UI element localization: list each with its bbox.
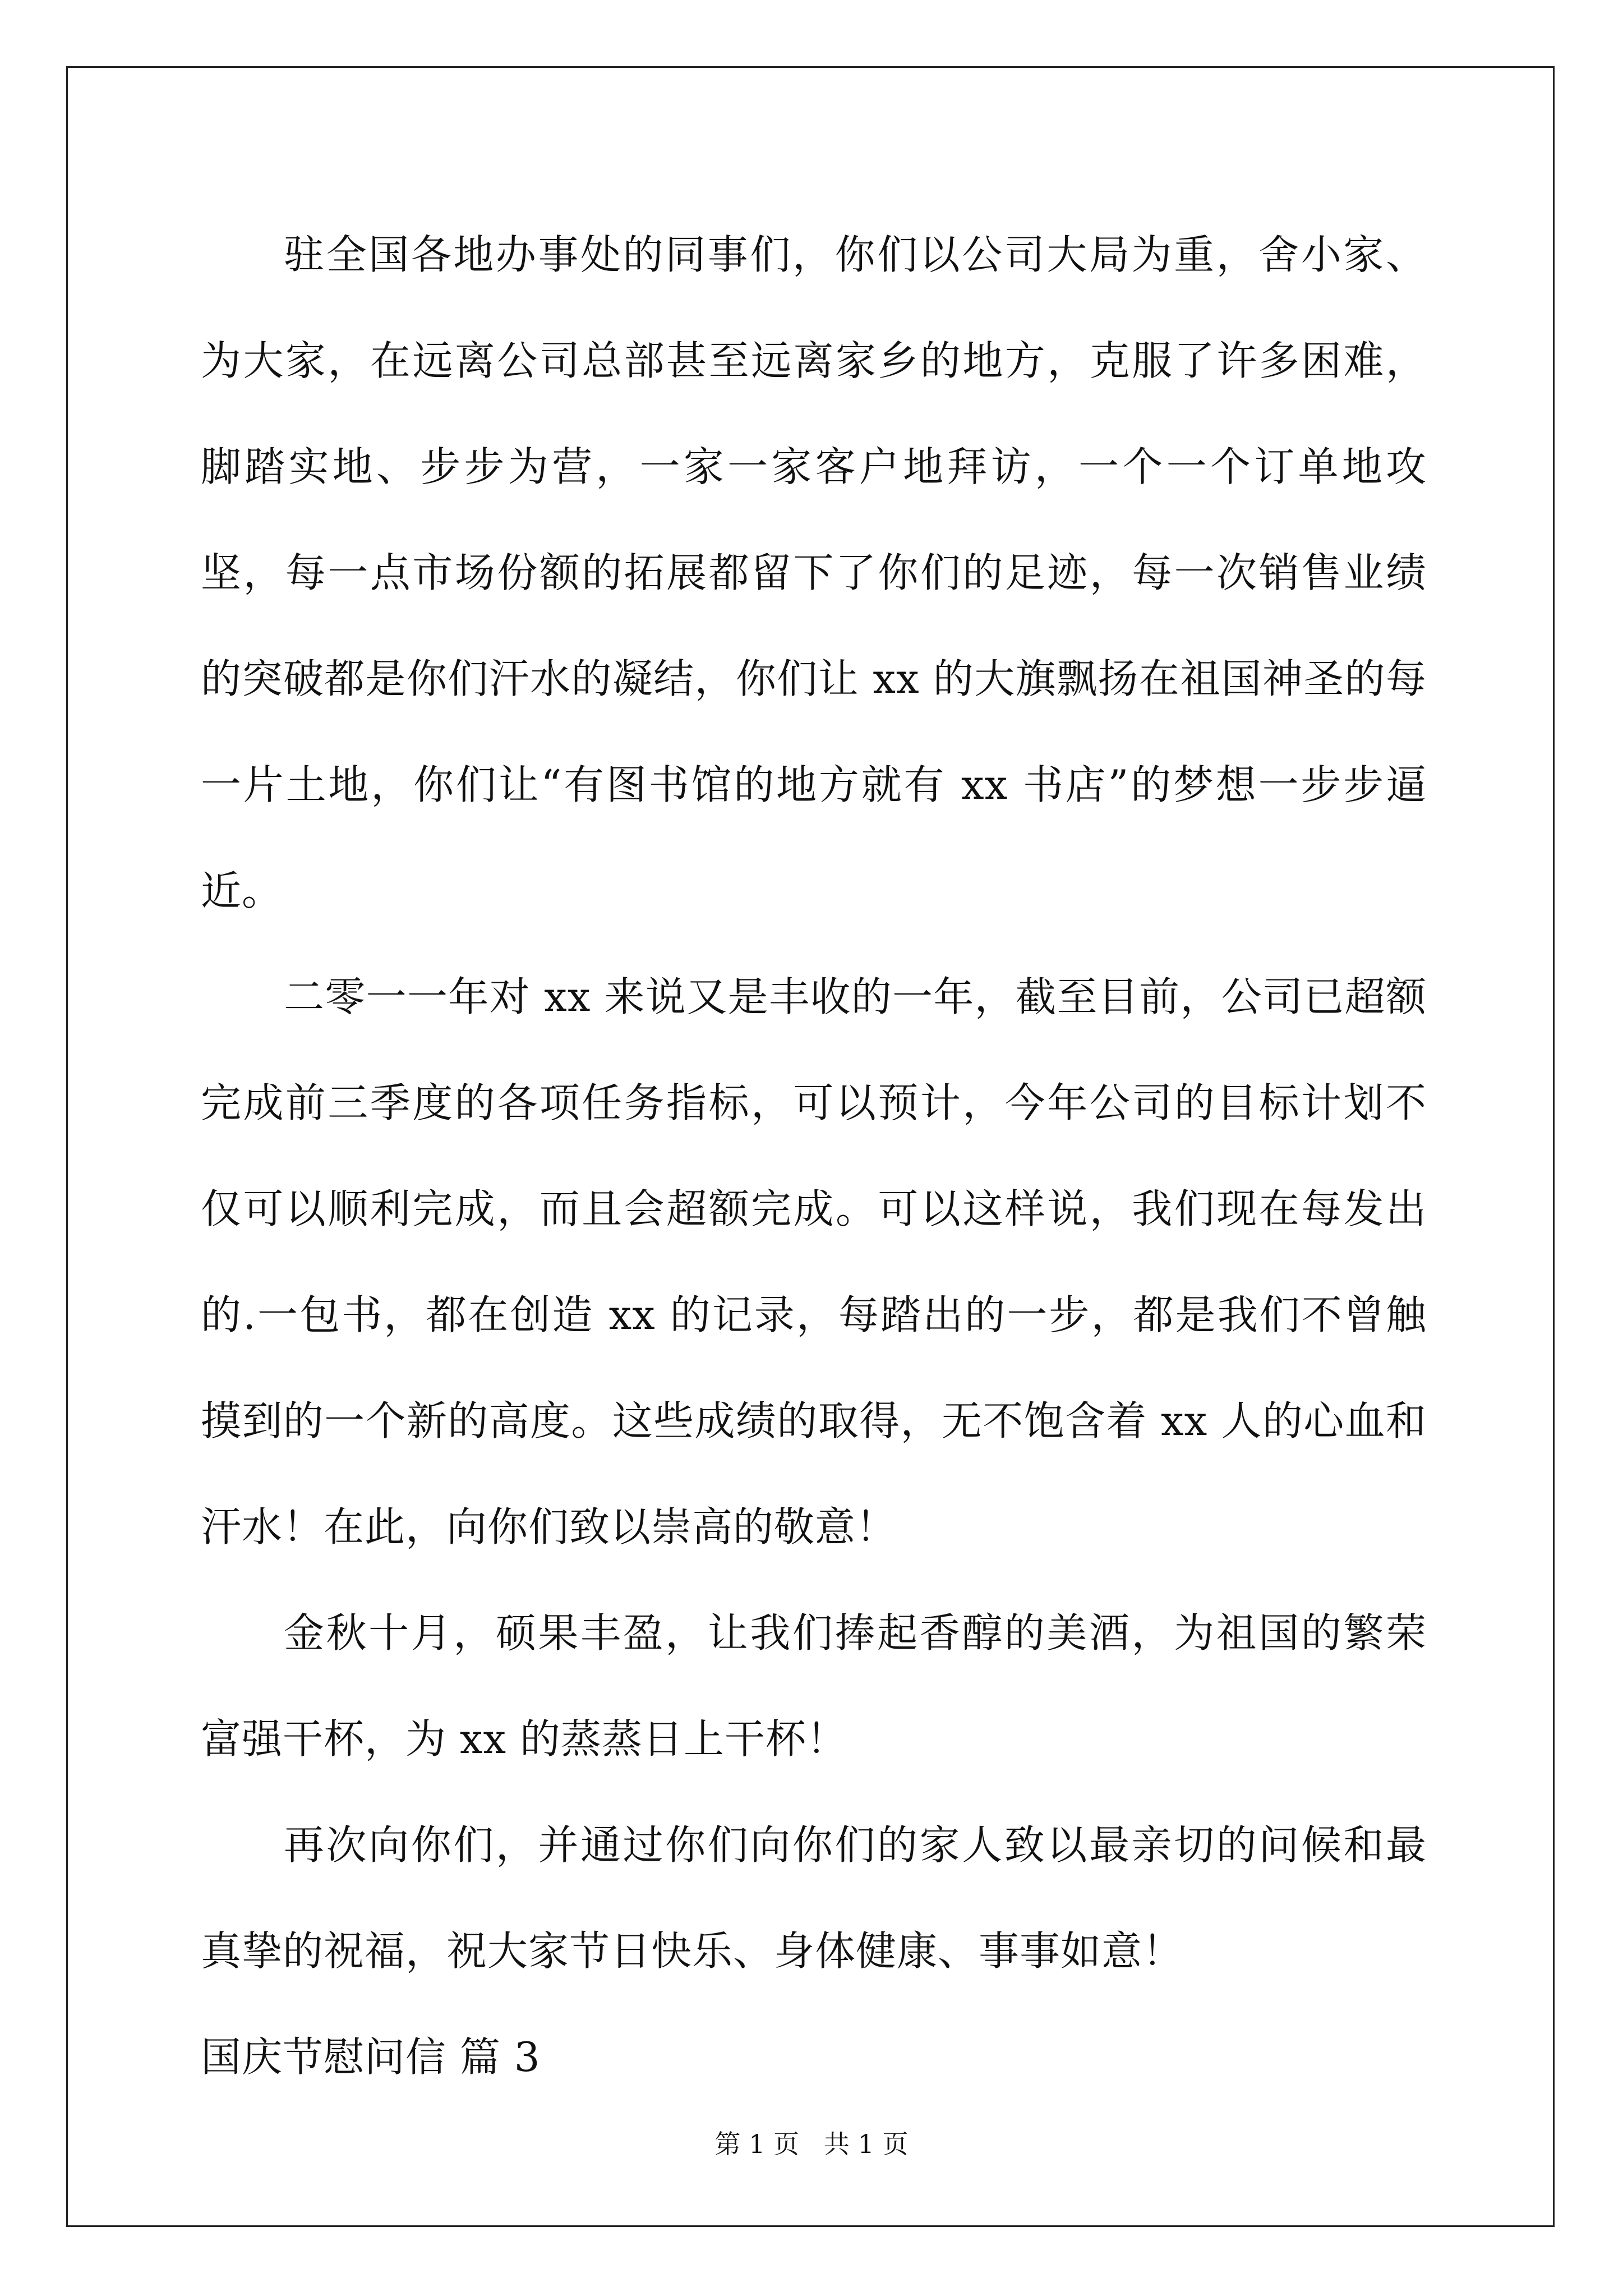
page-number: 第 1 页 — [714, 2129, 800, 2159]
paragraph-4: 再次向你们，并通过你们向你们的家人致以最亲切的问候和最真挚的祝福，祝大家节日快乐、身体健康、事事如意！ — [201, 1821, 1427, 1975]
paragraph-1: 驻全国各地办事处的同事们，你们以公司大局为重，舍小家、为大家，在远离公司总部甚至远离家乡的地方，克服了许多困难，脚踏实地、步步为营，一家一家客户地拜访，一个一个订单地攻坚，每一点市场份额的拓展都留下了你们的足迹，每一次销售业绩的突破都是你们汗水的凝结，你们让 xx 的大旗飘扬在祖国神圣的每一片土地，你们让“有图书馆的地方就有 xx 书店”的梦想一步步逼近。 — [201, 231, 1427, 914]
paragraph-2: 二零一一年对 xx 来说又是丰收的一年，截至目前，公司已超额完成前三季度的各项任务指标，可以预计，今年公司的目标计划不仅可以顺利完成，而且会超额完成。可以这样说，我们现在每发出的.一包书，都在创造 xx 的记录，每踏出的一步，都是我们不曾触摸到的一个新的高度。这些成绩的取得，无不饱含着 xx 人的心血和汗水！在此，向你们致以崇高的敬意！ — [201, 973, 1427, 1550]
page-footer — [0, 2127, 1623, 2161]
section-heading: 国庆节慰问信 篇 3 — [201, 2033, 541, 2081]
document-body — [201, 202, 1427, 2110]
paragraph-3: 金秋十月，硕果丰盈，让我们捧起香醇的美酒，为祖国的繁荣富强干杯，为 xx 的蒸蒸日上干杯！ — [201, 1609, 1427, 1763]
page-total: 共 1 页 — [823, 2129, 909, 2159]
